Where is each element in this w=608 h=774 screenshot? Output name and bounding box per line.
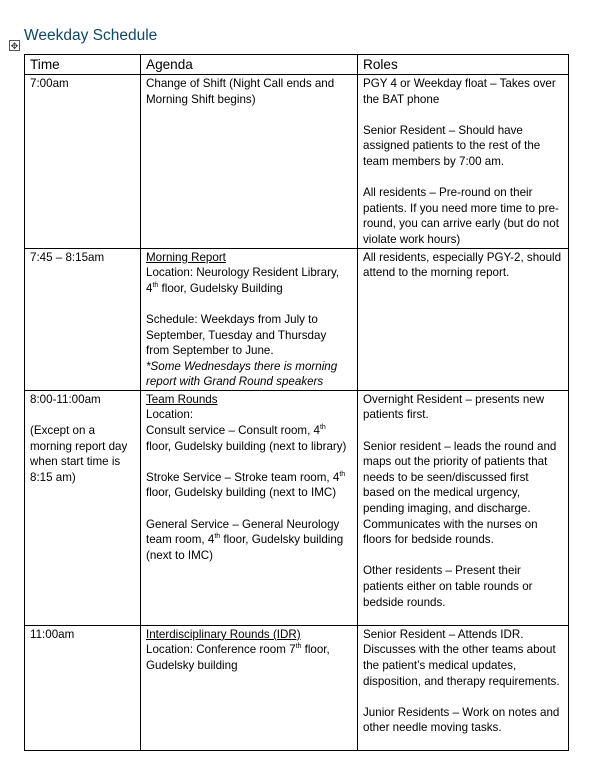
agenda-text: Change of Shift (Night Call ends and Morning Shift begins) [146, 77, 335, 106]
agenda-heading: Morning Report [146, 250, 226, 264]
role-text: Junior Residents – Work on notes and other needle moving tasks. [363, 705, 560, 735]
row-agenda [141, 625, 358, 750]
agenda-heading: Interdisciplinary Rounds (IDR) [146, 627, 301, 641]
header-time: Time [25, 55, 141, 75]
row-roles [358, 390, 569, 625]
role-text: Overnight Resident – presents new patients first. [363, 392, 545, 422]
row-time: 7:45 – 8:15am [25, 248, 141, 390]
agenda-location: Location: [146, 408, 194, 422]
row-agenda [141, 75, 358, 249]
agenda-note: *Some Wednesdays there is morning report with Grand Round speakers [146, 359, 338, 389]
agenda-location: Location: Neurology Resident Library, 4th floor, Gudelsky Building [146, 266, 340, 295]
agenda-general: General Service – General Neurology team room, 4th floor, Gudelsky building (next to IMC) [146, 517, 344, 562]
role-text: Senior resident – leads the round and maps out the priority of patients that needs to be seen/discussed first based on the medical urgency, pending imaging, and discharge. Communicates with the nurses on floors for bedside rounds. [363, 439, 557, 547]
row-roles [358, 248, 569, 390]
row-roles [358, 75, 569, 249]
role-text: PGY 4 or Weekday float – Takes over the BAT phone [363, 77, 556, 106]
row-time: 11:00am [25, 625, 141, 750]
role-text: Other residents – Present their patients either on table rounds or bedside rounds. [363, 564, 533, 609]
role-text: All residents – Pre-round on their patients. If you need more time to pre-round, you can arrive early (but do not violate work hours) [363, 186, 559, 246]
table-row [25, 390, 569, 625]
role-text: Senior Resident – Should have assigned patients to the rest of the team members by 7:00 am. [363, 123, 541, 168]
table-row [25, 248, 569, 390]
table-row [25, 75, 569, 249]
row-agenda [141, 248, 358, 390]
row-agenda [141, 390, 358, 625]
role-text: Senior Resident – Attends IDR. Discusses with the other teams about the patient’s medical updates, disposition, and therapy requirements. [363, 627, 560, 688]
agenda-location: Location: Conference room 7th floor, Gudelsky building [146, 643, 330, 673]
row-time: 7:00am [25, 75, 141, 249]
schedule-table [24, 54, 569, 751]
time-note: (Except on a morning report day when start time is 8:15 am) [30, 424, 128, 484]
header-agenda: Agenda [141, 55, 358, 75]
time-range: 8:00-11:00am [30, 392, 101, 406]
agenda-consult: Consult service – Consult room, 4th floor, Gudelsky building (next to library) [146, 424, 347, 453]
row-roles [358, 625, 569, 750]
role-text: All residents, especially PGY-2, should attend to the morning report. [363, 250, 562, 280]
row-time [25, 390, 141, 625]
header-roles: Roles [358, 55, 569, 75]
agenda-stroke: Stroke Service – Stroke team room, 4th floor, Gudelsky building (next to IMC) [146, 470, 346, 500]
page-title: Weekday Schedule [24, 27, 158, 44]
table-row [25, 625, 569, 750]
agenda-schedule: Schedule: Weekdays from July to September, Tuesday and Thursday from September to June. [146, 312, 327, 358]
table-header-row [25, 55, 569, 75]
table-move-handle-icon[interactable]: ✥ [10, 41, 19, 51]
agenda-heading: Team Rounds [146, 392, 218, 406]
